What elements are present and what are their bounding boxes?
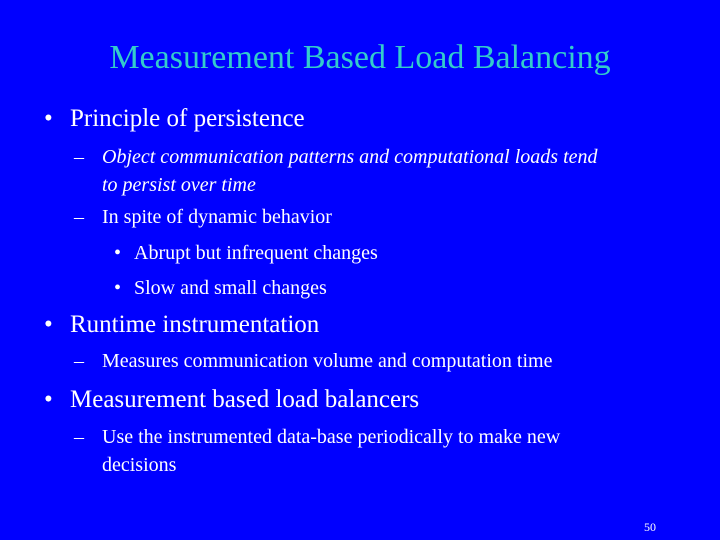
sub-item-3-1 (74, 423, 560, 479)
sub-sub-item-text: Slow and small changes (134, 277, 327, 299)
sub-item-text-line2: to persist over time (102, 174, 256, 196)
dash-marker: – (74, 206, 84, 228)
sub-item-text: Measures communication volume and computation time (102, 350, 553, 372)
sub-sub-item-text: Abrupt but infrequent changes (134, 242, 378, 264)
sub-sub-item-1 (114, 239, 378, 267)
bullet-marker: • (44, 311, 53, 338)
bullet-marker: • (114, 277, 122, 299)
dash-marker: – (74, 426, 84, 448)
bullet-item-1 (44, 104, 305, 134)
bullet-item-3 (44, 385, 419, 415)
bullet-marker: • (44, 386, 53, 413)
sub-item-2-1 (74, 347, 552, 375)
bullet-text: Principle of persistence (70, 105, 305, 132)
dash-marker: – (74, 350, 84, 372)
bullet-text: Measurement based load balancers (70, 386, 420, 413)
bullet-text: Runtime instrumentation (70, 311, 320, 338)
bullet-marker: • (44, 105, 53, 132)
page-number: 50 (644, 520, 656, 534)
bullet-marker: • (114, 242, 122, 264)
sub-item-1-2 (74, 203, 332, 231)
dash-marker: – (74, 146, 84, 168)
sub-item-text: In spite of dynamic behavior (102, 206, 332, 228)
slide-title: Measurement Based Load Balancing (109, 39, 611, 76)
sub-item-text-line1: Use the instrumented data-base periodically to make new (102, 426, 561, 448)
sub-sub-item-2 (114, 274, 327, 302)
sub-item-text-line1: Object communication patterns and computational loads tend (102, 146, 598, 168)
bullet-item-2 (44, 310, 319, 340)
sub-item-text-line2: decisions (102, 454, 177, 476)
sub-item-1-1 (74, 143, 598, 199)
